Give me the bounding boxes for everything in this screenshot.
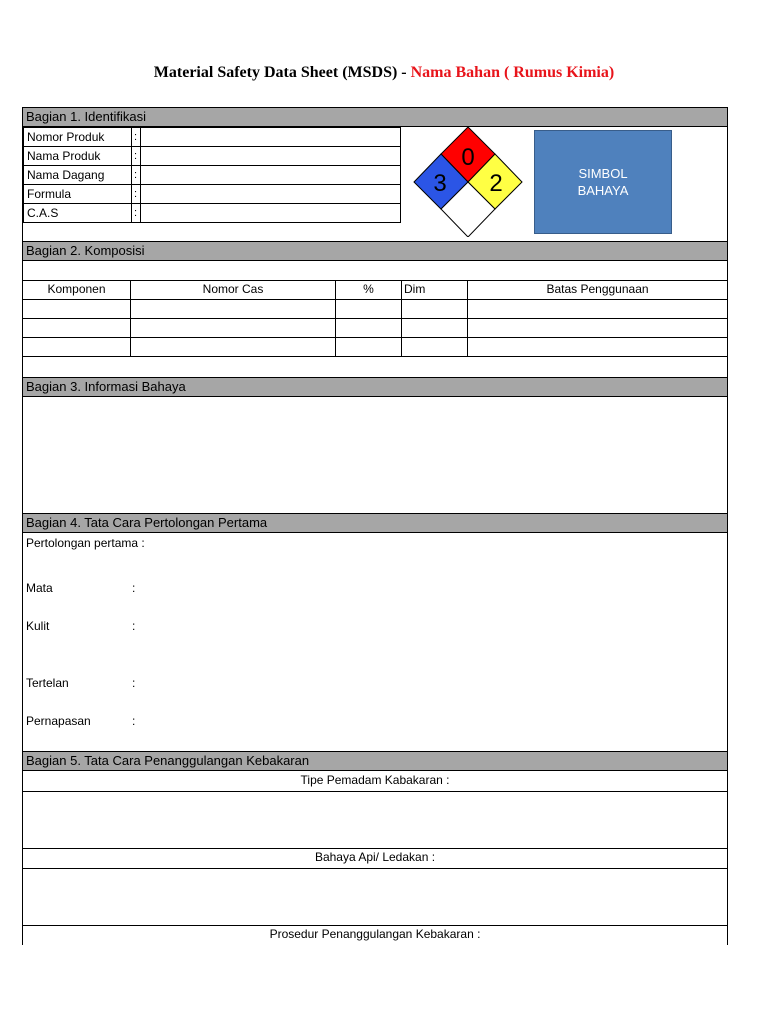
nfpa-reactivity-value: 2 [489,170,503,197]
table-cell[interactable] [335,318,402,338]
nfpa-flammability-value: 0 [461,144,475,171]
nfpa-diamond-icon [409,127,527,237]
table-cell[interactable] [467,337,727,357]
field-label: Nama Dagang [23,165,132,185]
title-main: Material Safety Data Sheet (MSDS) - [153,64,411,81]
first-aid-label: Mata [26,581,53,595]
col-batas-penggunaan: Batas Penggunaan [467,280,727,300]
first-aid-intro: Pertolongan pertama : [26,536,145,550]
table-cell[interactable] [467,299,727,319]
table-cell[interactable] [335,299,402,319]
divider [23,848,727,849]
hazard-info-area[interactable] [23,397,727,513]
divider [23,925,727,926]
table-cell[interactable] [467,318,727,338]
title-chemical-name: Nama Bahan ( Rumus Kimia) [410,64,615,81]
table-cell[interactable] [401,299,468,319]
table-cell[interactable] [23,299,131,319]
first-aid-label: Kulit [26,619,50,633]
section4-header: Bagian 4. Tata Cara Pertolongan Pertama [23,513,727,533]
extinguisher-type-area[interactable] [23,792,727,848]
field-label: Nama Produk [23,146,132,166]
identification-table [23,127,401,224]
first-aid-colon: : [132,619,136,633]
field-label: Formula [23,184,132,204]
hazard-symbol-box [534,130,672,234]
document-title [0,64,768,82]
nama-produk-field[interactable] [140,146,401,166]
table-cell[interactable] [23,318,131,338]
composition-table [23,280,727,360]
col-komponen: Komponen [23,280,131,300]
field-label: Nomor Produk [23,127,132,147]
fire-hazard-label: Bahaya Api/ Ledakan : [314,850,436,864]
section1-header: Bagian 1. Identifikasi [23,107,727,127]
nomor-produk-field[interactable] [140,127,401,147]
field-colon: : [131,127,141,147]
nama-dagang-field[interactable] [140,165,401,185]
section2-header: Bagian 2. Komposisi [23,241,727,261]
cas-field[interactable] [140,203,401,223]
first-aid-label: Pernapasan [26,714,91,728]
field-colon: : [131,165,141,185]
table-cell[interactable] [335,337,402,357]
col-percent: % [335,280,402,300]
table-cell[interactable] [401,318,468,338]
first-aid-colon: : [132,714,136,728]
table-cell[interactable] [130,299,336,319]
field-label: C.A.S [23,203,132,223]
field-colon: : [131,146,141,166]
symbol-line2: BAHAYA [577,183,629,198]
table-cell[interactable] [401,337,468,357]
col-nomor-cas: Nomor Cas [130,280,336,300]
fire-hazard-area[interactable] [23,869,727,925]
formula-field[interactable] [140,184,401,204]
col-dim: Dim [401,280,468,300]
extinguisher-type-label: Tipe Pemadam Kabakaran : [300,773,450,787]
first-aid-colon: : [132,676,136,690]
field-colon: : [131,184,141,204]
section3-header: Bagian 3. Informasi Bahaya [23,377,727,397]
table-cell[interactable] [23,337,131,357]
first-aid-colon: : [132,581,136,595]
nfpa-health-value: 3 [433,170,447,197]
table-cell[interactable] [130,318,336,338]
symbol-line1: SIMBOL [578,166,628,181]
section5-header: Bagian 5. Tata Cara Penanggulangan Kebakaran [23,751,727,771]
table-cell[interactable] [130,337,336,357]
msds-sheet [22,107,728,945]
field-colon: : [131,203,141,223]
first-aid-label: Tertelan [26,676,69,690]
fire-procedure-label: Prosedur Penanggulangan Kebakaran : [269,927,481,941]
